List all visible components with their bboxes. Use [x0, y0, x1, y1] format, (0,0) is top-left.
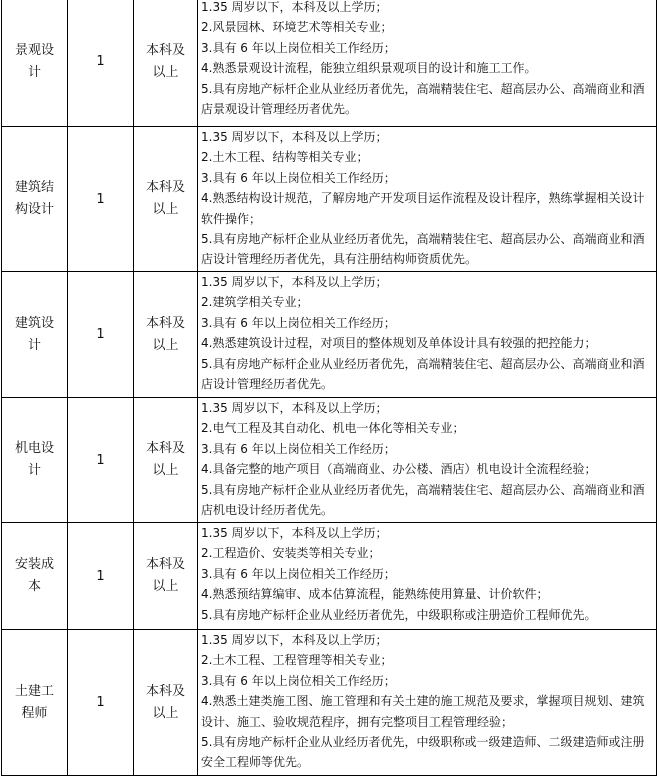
- requirement-item: 5.具有房地产标杆企业从业经历者优先，高端精装住宅、超高层办公、高端商业和酒店机电设计经历者优先。: [201, 482, 645, 518]
- position-cell: [2, 630, 68, 776]
- job-requirements-table: [1, 0, 657, 776]
- requirement-item: 2.工程造价、安装类等相关专业；: [201, 546, 381, 561]
- education-requirement: 本科及以上: [145, 683, 185, 721]
- requirement-item: 4.熟悉景观设计流程，能独立组织景观项目的设计和施工工作。: [201, 61, 537, 76]
- requirement-item: 5.具有房地产标杆企业从业经历者优先，中级职称或注册造价工程师优先。: [201, 607, 597, 622]
- requirement-item: 4.熟悉结构设计规范，了解房地产开发项目运作流程及设计程序，熟练掌握相关设计软件操作；: [201, 191, 645, 226]
- requirement-item: 1.35 周岁以下，本科及以上学历；: [201, 633, 388, 647]
- position-cell: [2, 127, 68, 272]
- requirement-item: 4.熟悉土建类施工图、施工管理和有关土建的施工规范及要求，掌握项目规划、建筑设计、施工、验收规范程序，拥有完整项目工程管理经验；: [201, 694, 645, 729]
- table-row: [2, 630, 657, 776]
- table-row: [2, 272, 657, 398]
- requirement-item: 4.熟悉预结算编审、成本估算流程，能熟练使用算量、计价软件；: [201, 587, 549, 602]
- education-cell: [134, 127, 198, 272]
- requirement-item: 2.土木工程、工程管理等相关专业；: [201, 653, 393, 668]
- position-cell: [2, 523, 68, 630]
- position-name: 土建工程师: [14, 683, 54, 721]
- requirements-cell: [198, 630, 657, 776]
- headcount-cell: 1: [68, 523, 134, 630]
- position-name: 机电设计: [14, 441, 54, 478]
- requirement-item: 2.电气工程及其自动化、机电一体化等相关专业；: [201, 421, 465, 436]
- education-requirement: 本科及以上: [145, 180, 185, 217]
- education-cell: [134, 0, 198, 127]
- position-cell: [2, 272, 68, 398]
- education-requirement: 本科及以上: [145, 441, 185, 478]
- requirement-item: 1.35 周岁以下，本科及以上学历；: [201, 275, 388, 289]
- requirements-cell: [198, 272, 657, 398]
- requirement-item: 4.熟悉建筑设计过程，对项目的整体规划及单体设计具有较强的把控能力；: [201, 336, 597, 351]
- requirement-item: 5.具有房地产标杆企业从业经历者优先，高端精装住宅、超高层办公、高端商业和酒店设计管理经历者优先。: [201, 356, 645, 392]
- requirement-item: 5.具有房地产标杆企业从业经历者优先，中级职称或一级建造师、二级建造师或注册安全工程师等优先。: [201, 735, 645, 770]
- position-name: 安装成本: [14, 557, 54, 594]
- education-requirement: 本科及以上: [145, 557, 185, 594]
- requirement-item: 1.35 周岁以下，本科及以上学历；: [201, 526, 388, 540]
- table-row: [2, 0, 657, 127]
- requirement-item: 3.具有 6 年以上岗位相关工作经历；: [201, 673, 396, 688]
- headcount-cell: 1: [68, 272, 134, 398]
- requirement-item: 3.具有 6 年以上岗位相关工作经历；: [201, 170, 396, 185]
- position-cell: [2, 398, 68, 523]
- requirement-item: 1.35 周岁以下，本科及以上学历；: [201, 0, 388, 14]
- requirement-item: 2.风景园林、环境艺术等相关专业；: [201, 20, 393, 35]
- headcount-cell: 1: [68, 630, 134, 776]
- requirements-cell: [198, 0, 657, 127]
- position-name: 建筑结构设计: [14, 180, 54, 217]
- education-requirement: 本科及以上: [145, 315, 185, 353]
- requirement-item: 3.具有 6 年以上岗位相关工作经历；: [201, 441, 396, 456]
- requirement-item: 3.具有 6 年以上岗位相关工作经历；: [201, 40, 396, 55]
- requirement-item: 4.具备完整的地产项目（高端商业、办公楼、酒店）机电设计全流程经验；: [201, 462, 597, 477]
- requirement-item: 3.具有 6 年以上岗位相关工作经历；: [201, 315, 396, 330]
- position-name: 景观设计: [14, 42, 54, 80]
- education-cell: [134, 523, 198, 630]
- requirement-item: 1.35 周岁以下，本科及以上学历；: [201, 401, 388, 415]
- requirements-cell: [198, 523, 657, 630]
- education-cell: [134, 272, 198, 398]
- position-name: 建筑设计: [14, 315, 54, 353]
- table-row: [2, 127, 657, 272]
- requirement-item: 1.35 周岁以下，本科及以上学历；: [201, 130, 388, 144]
- education-cell: [134, 398, 198, 523]
- table-body: [2, 0, 657, 776]
- headcount-cell: 1: [68, 127, 134, 272]
- requirement-item: 5.具有房地产标杆企业从业经历者优先，高端精装住宅、超高层办公、高端商业和酒店设计管理经历者优先，具有注册结构师资质优先。: [201, 232, 645, 267]
- requirement-item: 2.建筑学相关专业；: [201, 295, 309, 310]
- requirements-cell: [198, 127, 657, 272]
- headcount-cell: 1: [68, 0, 134, 127]
- requirement-item: 3.具有 6 年以上岗位相关工作经历；: [201, 566, 396, 581]
- position-cell: [2, 0, 68, 127]
- requirement-item: 5.具有房地产标杆企业从业经历者优先，高端精装住宅、超高层办公、高端商业和酒店景观设计管理经历者优先。: [201, 81, 645, 117]
- education-requirement: 本科及以上: [145, 42, 185, 80]
- education-cell: [134, 630, 198, 776]
- table-row: [2, 398, 657, 523]
- headcount-cell: 1: [68, 398, 134, 523]
- table-row: [2, 523, 657, 630]
- requirement-item: 2.土木工程、结构等相关专业；: [201, 150, 369, 165]
- requirements-cell: [198, 398, 657, 523]
